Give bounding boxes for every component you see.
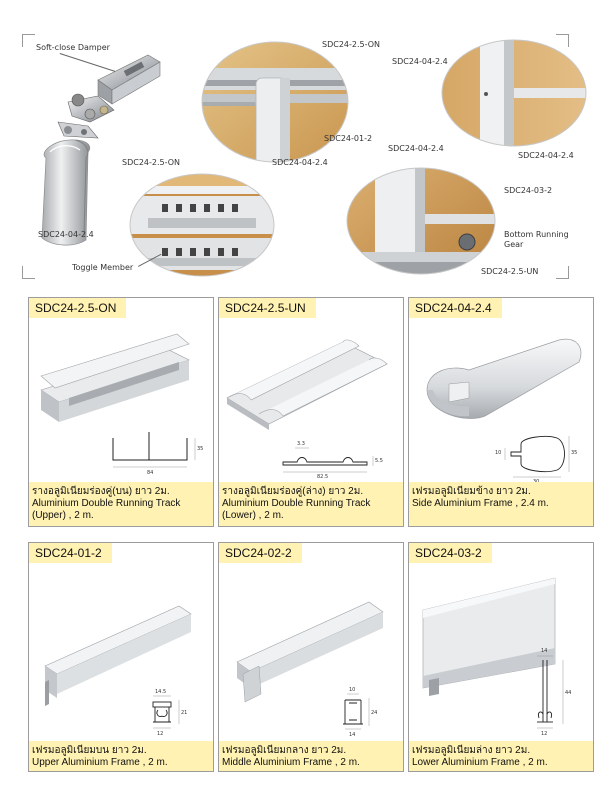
callout-upper-frame: SDC24-01-2 (324, 134, 373, 143)
callout-right-top-a: SDC24-04-2.4 (392, 57, 448, 66)
product-code: SDC24-04-2.4 (409, 298, 502, 318)
caption-english: Aluminium Double Running Track (32, 498, 181, 509)
product-card-side-frame (408, 297, 594, 527)
product-card-middle-frame (218, 542, 404, 772)
product-code: SDC24-2.5-ON (29, 298, 126, 318)
dimension-label: 44 (565, 690, 572, 696)
callout-toggle-code: SDC24-2.5-ON (122, 158, 181, 167)
side-frame-render (409, 320, 593, 480)
dimension-label: 14 (541, 648, 548, 654)
callout-bottom-lower-frame: SDC24-03-2 (504, 186, 553, 195)
dimension-label: 82.5 (317, 474, 329, 480)
callout-right-top-b: SDC24-04-2.4 (518, 151, 574, 160)
callout-soft-close-damper: Soft-close Damper (36, 43, 110, 52)
dimension-label: 24 (371, 710, 378, 716)
product-code: SDC24-01-2 (29, 543, 112, 563)
product-caption (409, 741, 593, 771)
product-card-lower-track (218, 297, 404, 527)
caption-english-2: (Lower) , 2 m. (222, 510, 284, 521)
product-code: SDC24-02-2 (219, 543, 302, 563)
frame-corner-bottom-left (22, 266, 35, 279)
bottom-running-photo (345, 166, 497, 276)
lower-frame-render (409, 565, 593, 735)
side-frame-photo (440, 38, 588, 148)
caption-english: Upper Aluminium Frame , 2 m. (32, 757, 168, 768)
toggle-member-photo (128, 172, 276, 278)
product-code: SDC24-2.5-UN (219, 298, 316, 318)
caption-english: Side Aluminium Frame , 2.4 m. (412, 498, 549, 509)
caption-thai: เฟรมอลูมิเนียมบน ยาว 2ม. (32, 745, 147, 756)
caption-english: Lower Aluminium Frame , 2 m. (412, 757, 548, 768)
dimension-label: 14.5 (155, 689, 167, 695)
upper-frame-render (29, 565, 213, 735)
dimension-label: 3.3 (297, 441, 305, 447)
callout-bottom-track: SDC24-2.5-UN (481, 267, 539, 276)
caption-english: Middle Aluminium Frame , 2 m. (222, 757, 360, 768)
caption-english: Aluminium Double Running Track (222, 498, 371, 509)
dimension-label: 35 (571, 450, 578, 456)
product-code: SDC24-03-2 (409, 543, 492, 563)
dimension-label: 84 (147, 470, 154, 476)
product-caption (409, 482, 593, 526)
dimension-label: 10 (495, 450, 502, 456)
callout-bottom-side: SDC24-04-2.4 (388, 144, 444, 153)
upper-track-photo (200, 40, 350, 164)
caption-thai: รางอลูมิเนียมร่องคู่(บน) ยาว 2ม. (32, 486, 170, 497)
callout-bottom-running-gear: Bottom Running Gear (504, 230, 569, 249)
product-card-upper-track (28, 297, 214, 527)
callout-upper-side: SDC24-04-2.4 (272, 158, 328, 167)
product-caption (219, 482, 403, 526)
caption-thai: เฟรมอลูมิเนียมข้าง ยาว 2ม. (412, 486, 531, 497)
caption-thai: รางอลูมิเนียมร่องคู่(ล่าง) ยาว 2ม. (222, 486, 364, 497)
middle-frame-render (219, 565, 403, 738)
callout-upper-track: SDC24-2.5-ON (322, 40, 381, 49)
caption-thai: เฟรมอลูมิเนียมกลาง ยาว 2ม. (222, 745, 347, 756)
frame-corner-bottom-right (556, 266, 569, 279)
callout-left-profile: SDC24-04-2.4 (38, 230, 94, 239)
product-caption (219, 741, 403, 771)
upper-track-render (29, 320, 213, 480)
dimension-label: 10 (349, 687, 356, 693)
callout-toggle-member: Toggle Member (72, 263, 134, 272)
product-caption (29, 482, 213, 526)
lower-track-render (219, 320, 403, 480)
caption-english-2: (Upper) , 2 m. (32, 510, 94, 521)
product-card-lower-frame (408, 542, 594, 772)
dimension-label: 14 (349, 732, 356, 738)
dimension-label: 35 (197, 446, 204, 452)
product-card-upper-frame (28, 542, 214, 772)
dimension-label: 12 (541, 731, 548, 737)
dimension-label: 21 (181, 710, 188, 716)
caption-thai: เฟรมอลูมิเนียมล่าง ยาว 2ม. (412, 745, 531, 756)
product-caption (29, 741, 213, 771)
dimension-label: 5.5 (375, 458, 383, 464)
dimension-label: 12 (157, 731, 164, 737)
